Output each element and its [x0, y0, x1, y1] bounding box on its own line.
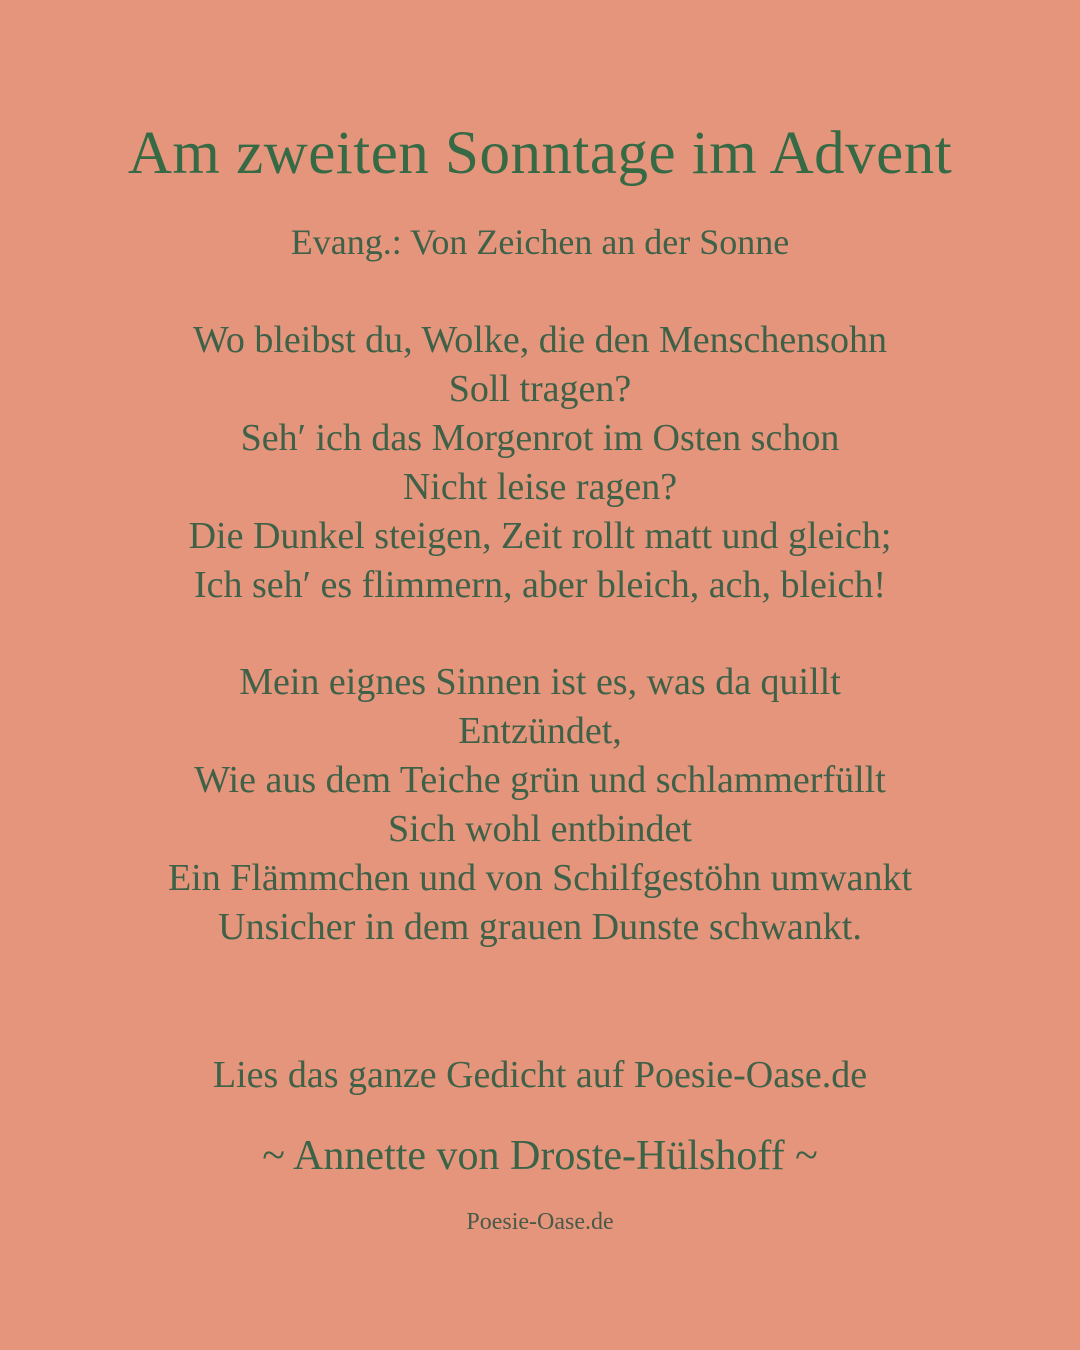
read-full-poem-text: Lies das ganze Gedicht auf Poesie-Oase.de	[212, 1054, 868, 1096]
poem-title: Am zweiten Sonntage im Advent	[127, 120, 953, 187]
poem-line: Die Dunkel steigen, Zeit rollt matt und gleich;	[188, 515, 892, 557]
poem-line: Mein eignes Sinnen ist es, was da quillt	[239, 661, 841, 703]
poem-line: Entzündet,	[458, 710, 622, 752]
poem-author: ~ Annette von Droste-Hülshoff ~	[262, 1133, 818, 1179]
poem-line: Seh′ ich das Morgenrot im Osten schon	[240, 417, 840, 459]
poem-line: Ich seh′ es flimmern, aber bleich, ach, bleich!	[193, 564, 886, 606]
poem-line: Ein Flämmchen und von Schilfgestöhn umwankt	[167, 857, 913, 899]
poem-line: Nicht leise ragen?	[402, 466, 678, 508]
poem-line: Wie aus dem Teiche grün und schlammerfüllt	[194, 759, 886, 801]
poem-line: Unsicher in dem grauen Dunste schwankt.	[218, 906, 862, 948]
poem-line: Sich wohl entbindet	[388, 808, 692, 850]
poem-line: Wo bleibst du, Wolke, die den Menschensohn	[193, 319, 887, 361]
stanza-1	[0, 316, 1080, 610]
stanza-2	[0, 658, 1080, 952]
site-watermark: Poesie-Oase.de	[466, 1209, 614, 1235]
poem-line: Soll tragen?	[448, 368, 632, 410]
poem-subtitle: Evang.: Von Zeichen an der Sonne	[290, 222, 790, 262]
